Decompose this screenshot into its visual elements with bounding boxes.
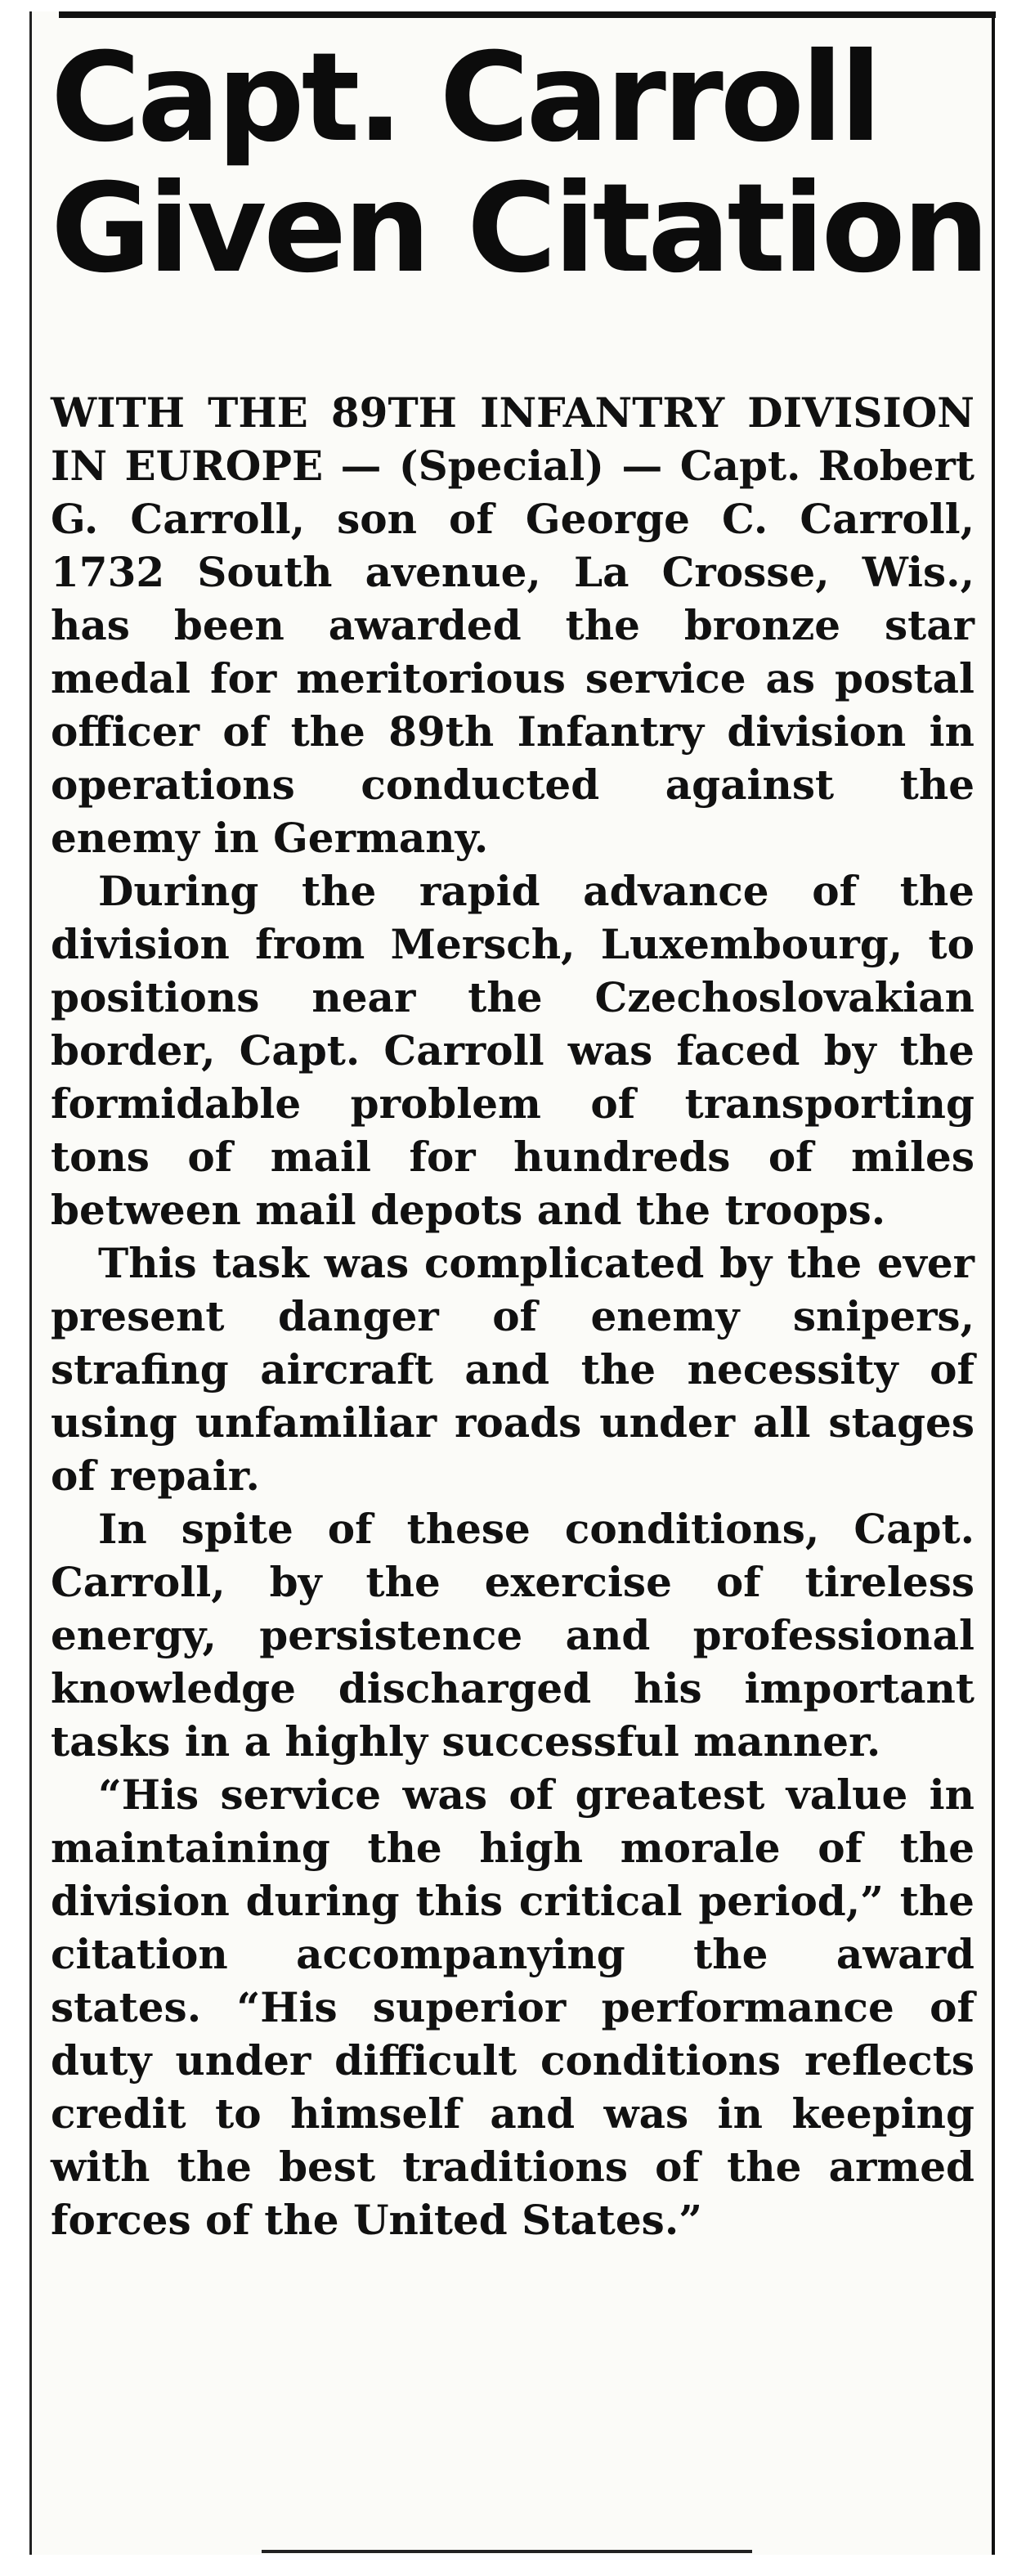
headline-line-2: Given Citation xyxy=(51,158,987,300)
paragraph-citation-quote: “His service was of greatest value in maintaining the high morale of the division during this critical period,” the citation accompanying the award states. “His superior performance of duty under difficult conditions reflects credit to himself and was in keeping with the best traditions of the armed forces of the United States.” xyxy=(51,1770,974,2244)
paragraph-advance: During the rapid advance of the division from Mersch, Luxembourg, to positions near the Czechoslovakian border, Capt. Carroll was faced by the formidable problem of transporting tons of mail for hundreds of miles between mail depots and the troops. xyxy=(51,867,974,1234)
top-rule xyxy=(59,11,996,18)
headline-line-1: Capt. Carroll xyxy=(51,27,879,169)
headline xyxy=(51,27,987,300)
bottom-rule xyxy=(262,2550,752,2553)
paragraph-performance: In spite of these conditions, Capt. Carroll, by the exercise of tireless energy, persistence and professional knowledge discharged his important tasks in a highly successful manner. xyxy=(51,1505,974,1766)
left-border xyxy=(29,11,32,2555)
paragraph-complications: This task was complicated by the ever present danger of enemy snipers, strafing aircraft and the necessity of using unfamiliar roads under all stages of repair. xyxy=(51,1239,974,1500)
article-body xyxy=(51,386,974,2246)
right-border xyxy=(992,11,995,2555)
paragraph-dateline: WITH THE 89TH INFANTRY DIVISION IN EUROPE — (Special) — Capt. Robert G. Carroll, son of George C. Carroll, 1732 South avenue, La Crosse, Wis., has been awarded the bronze star medal for meritorious service as postal officer of the 89th Infantry division in operations conducted against the enemy in Germany. xyxy=(51,388,974,862)
